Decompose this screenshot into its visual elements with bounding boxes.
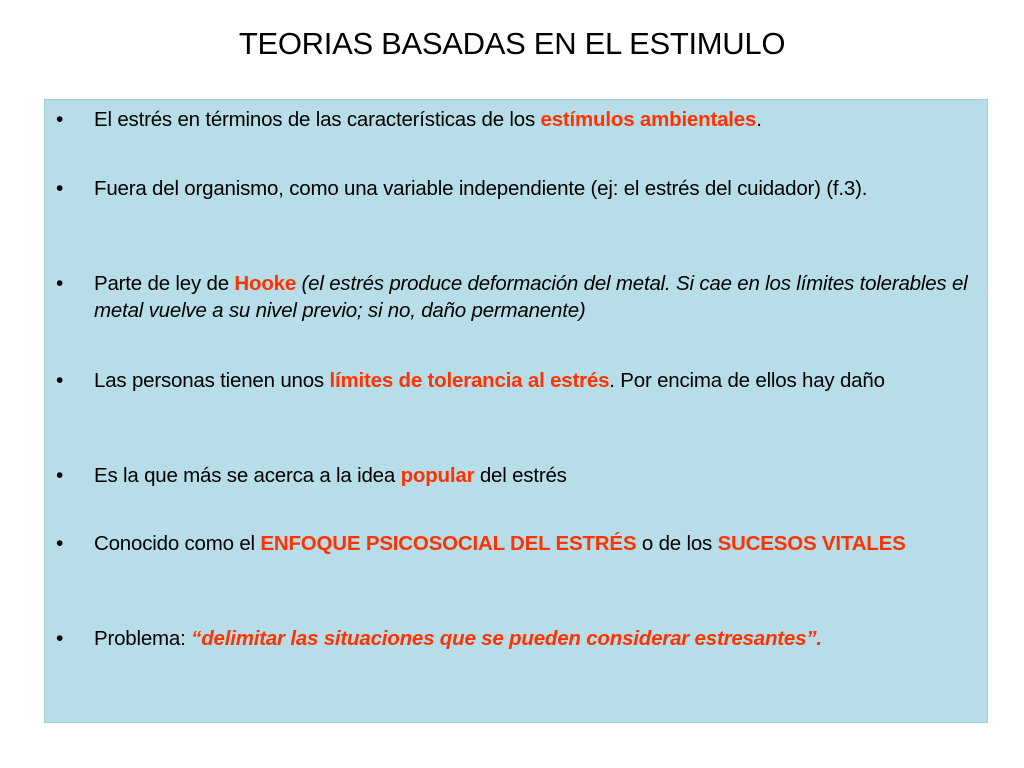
bullet-text — [94, 462, 980, 489]
highlight-enfoque-psicosocial: ENFOQUE PSICOSOCIAL DEL ESTRÉS — [260, 532, 637, 555]
highlight-popular: popular — [400, 464, 475, 487]
bullet-marker: • — [56, 464, 64, 487]
slide-title: TEORIAS BASADAS EN EL ESTIMULO — [238, 26, 786, 61]
bullet-text: Fuera del organismo, como una variable independiente (ej: el estrés del cuidador) (f.3). — [94, 177, 868, 200]
bullet-marker: • — [56, 532, 64, 555]
bullet-marker: • — [56, 177, 64, 200]
bullet-italic-note: (el estrés produce deformación del metal. Si cae en los límites tolerables el metal vuelve a su nivel previo; si no, daño permanente) — [94, 272, 968, 322]
bullet-marker: • — [56, 272, 64, 295]
bullet-text-part: El estrés en términos de las características de los — [94, 108, 541, 131]
bullet-text-part: Es la que más se acerca a la idea — [94, 464, 401, 487]
bullet-text-part: Parte de ley de — [94, 272, 235, 295]
bullet-text-part: Las personas tienen unos — [94, 369, 330, 392]
bullet-text-part: . Por encima de ellos hay daño — [609, 369, 885, 392]
bullet-text-part: Conocido como el — [94, 532, 261, 555]
bullet-marker: • — [56, 627, 64, 650]
highlight-problema-quote: “delimitar las situaciones que se pueden considerar estresantes”. — [191, 627, 822, 650]
bullet-marker: • — [56, 369, 64, 392]
bullet-text-part: del estrés — [474, 464, 567, 487]
bullet-text-part: o de los — [636, 532, 718, 555]
bullet-text — [94, 367, 980, 394]
highlight-limites-tolerancia: límites de tolerancia al estrés — [329, 369, 610, 392]
highlight-hooke: Hooke — [234, 272, 297, 295]
bullet-text-part: . — [756, 108, 762, 131]
bullet-text — [94, 530, 980, 557]
bullet-text — [94, 270, 980, 324]
bullet-text — [94, 625, 980, 652]
bullet-text — [94, 106, 980, 133]
highlight-estimulos-ambientales: estímulos ambientales — [540, 108, 757, 131]
content-box — [44, 99, 988, 723]
bullet-text-part: Problema: — [94, 627, 192, 650]
bullet-marker: • — [56, 108, 64, 131]
highlight-sucesos-vitales: SUCESOS VITALES — [717, 532, 906, 555]
